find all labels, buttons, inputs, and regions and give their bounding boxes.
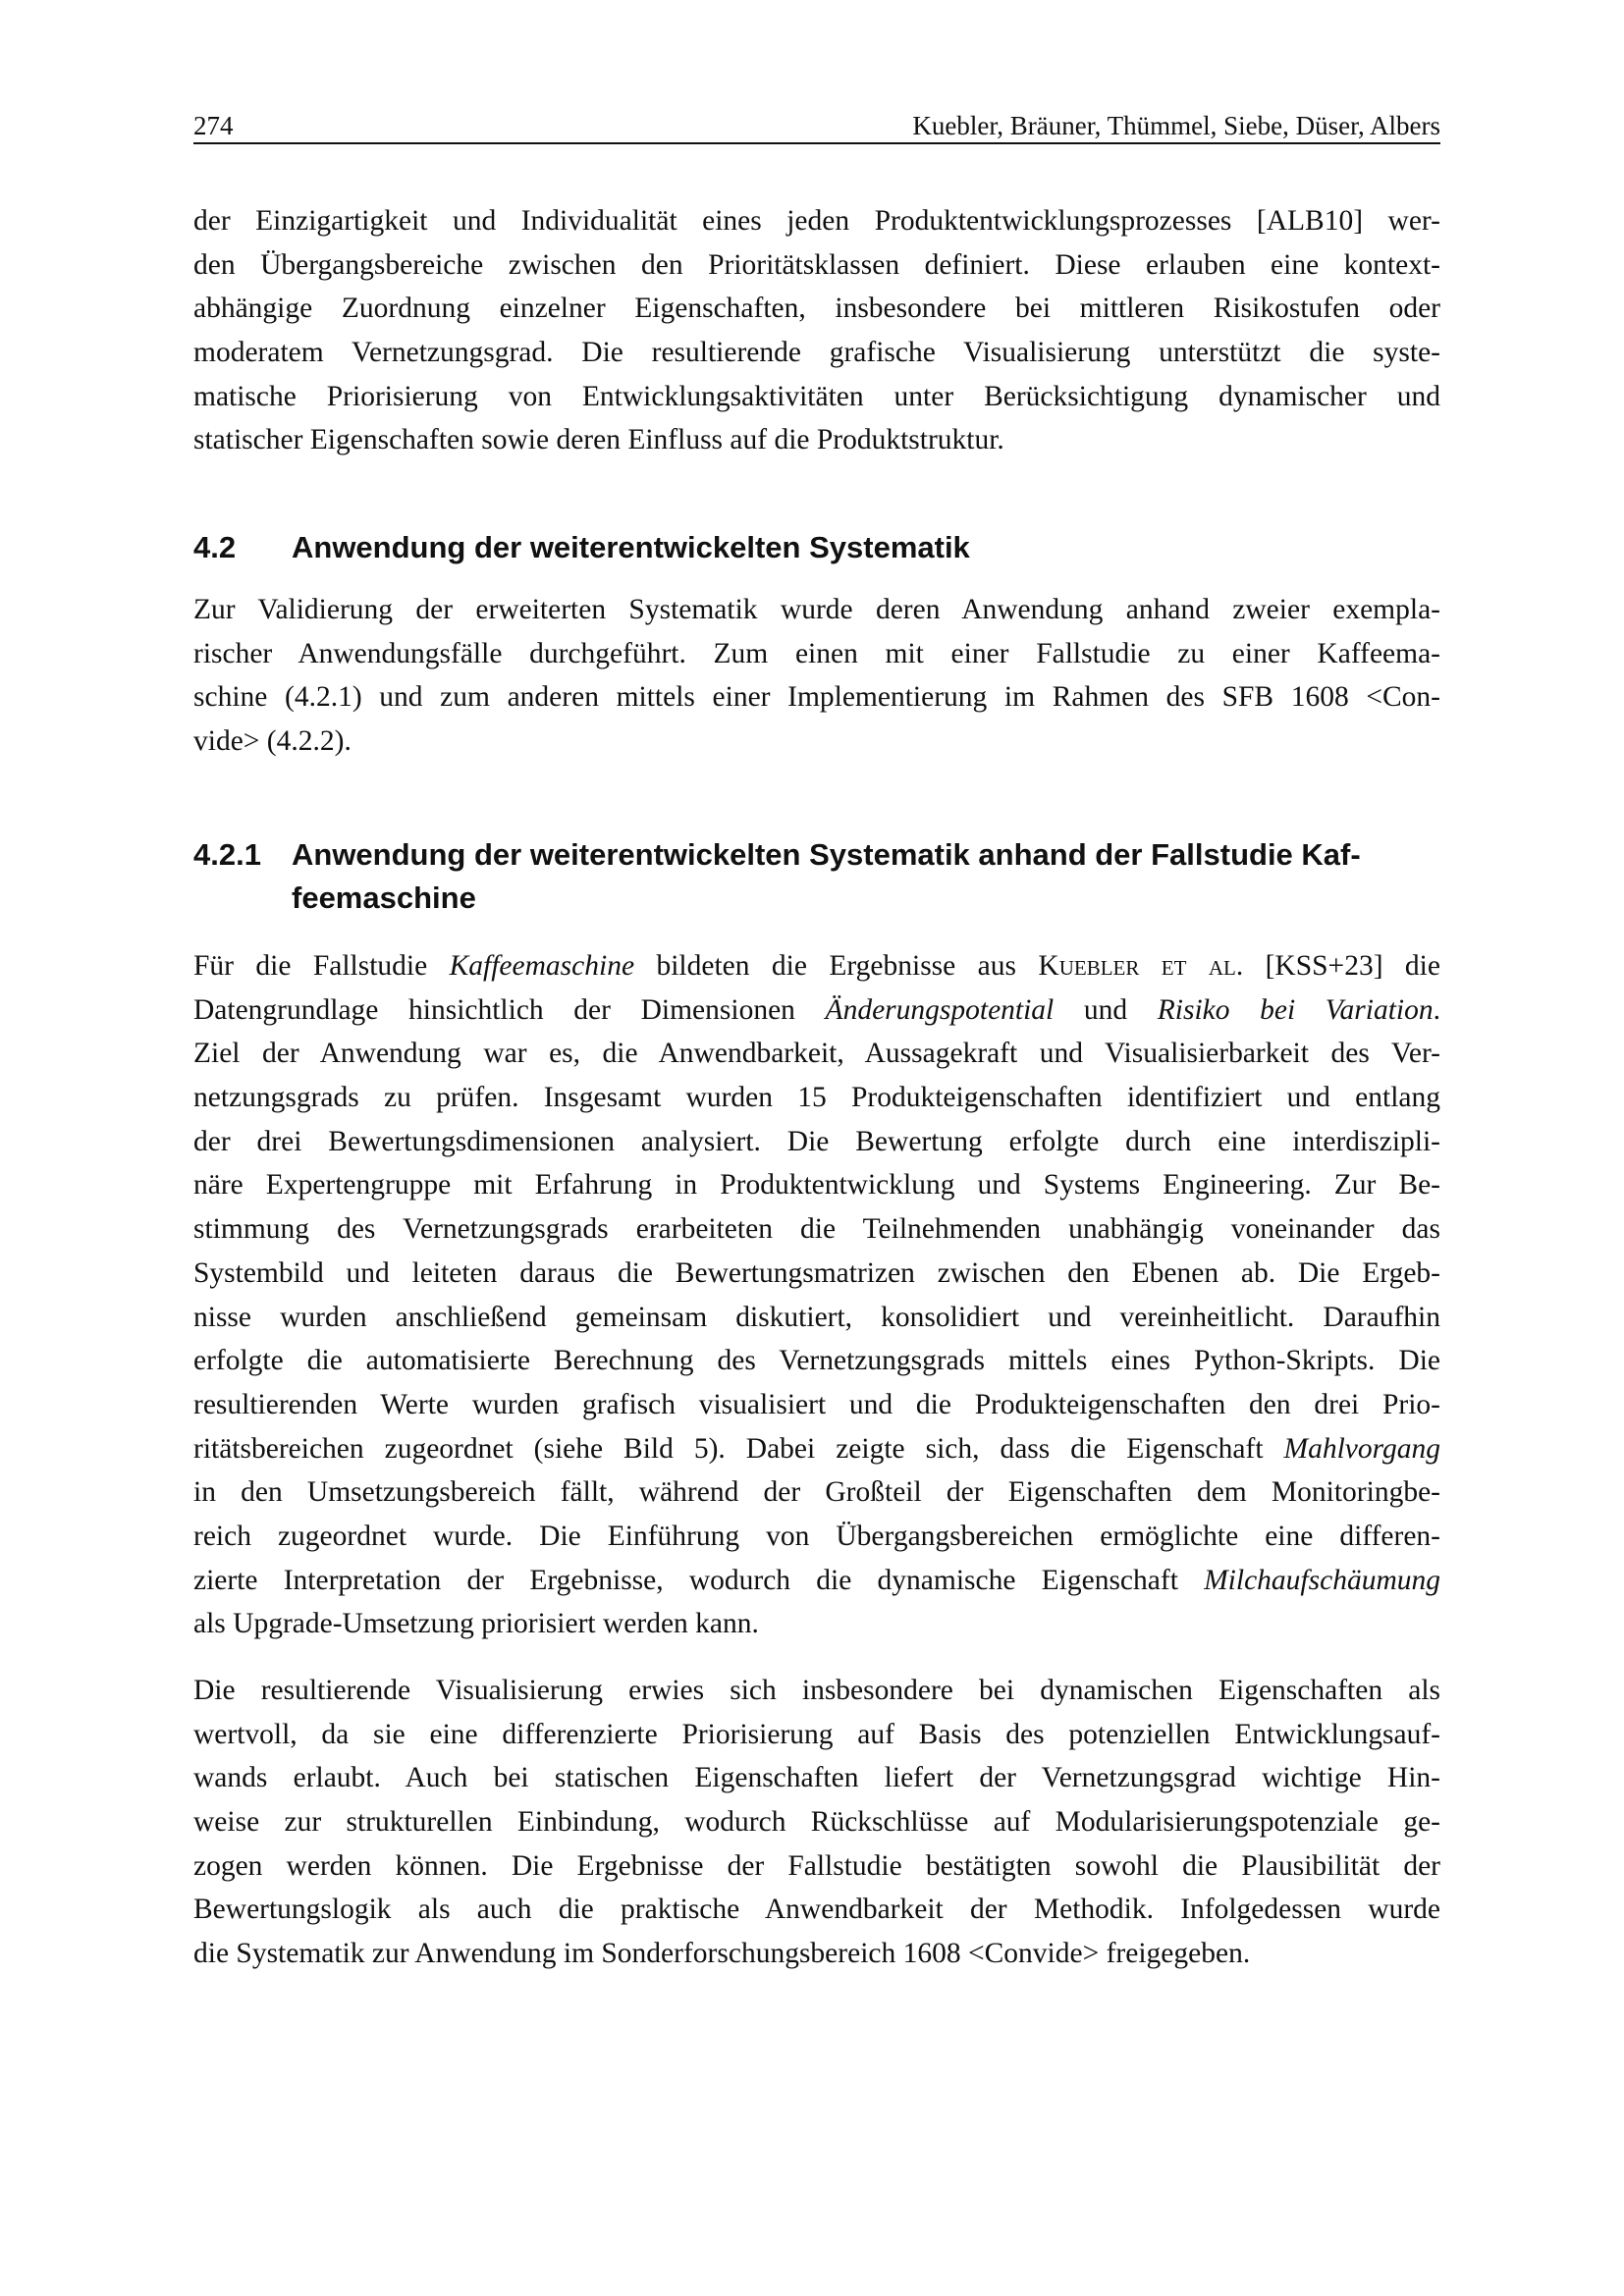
text-line: in den Umsetzungsbereich fällt, während der Großteil der Eigenschaften dem Monitoringbe- <box>193 1476 1440 1509</box>
text-line: schine (4.2.1) und zum anderen mittels einer Implementierung im Rahmen des SFB 1608 <Con- <box>193 681 1440 714</box>
text-line: nisse wurden anschließend gemeinsam diskutiert, konsolidiert und vereinheitlicht. Daraufhin <box>193 1301 1440 1333</box>
text-segment: . <box>1433 993 1440 1026</box>
emphasis-text: Risiko bei Variation <box>1157 993 1434 1026</box>
text-line: Systembild und leiteten daraus die Bewertungsmatrizen zwischen den Ebenen ab. Die Ergeb- <box>193 1256 1440 1289</box>
emphasis-text: Änderungspotential <box>825 993 1055 1026</box>
section-title-line: Anwendung der weiterentwickelten Systematik anhand der Fallstudie Kaf- <box>292 837 1361 872</box>
section-number: 4.2 <box>193 530 237 564</box>
header-rule <box>193 142 1440 144</box>
text-line <box>193 1427 1440 1471</box>
text-line: die Systematik zur Anwendung im Sonderforschungsbereich 1608 <Convide> freigegeben. <box>193 1938 1251 1970</box>
text-line: rischer Anwendungsfälle durchgeführt. Zum einen mit einer Fallstudie zu einer Kaffeema- <box>193 637 1440 669</box>
emphasis-text: Milchaufschäumung <box>1204 1564 1440 1596</box>
text-line: den Übergangsbereiche zwischen den Prioritätsklassen definiert. Diese erlauben eine kontext- <box>193 248 1440 281</box>
text-line: Bewertungslogik als auch die praktische Anwendbarkeit der Methodik. Infolgedessen wurde <box>193 1894 1440 1926</box>
text-line: moderatem Vernetzungsgrad. Die resultierende grafische Visualisierung unterstützt die syste- <box>193 337 1440 369</box>
text-line: resultierenden Werte wurden grafisch visualisiert und die Produkteigenschaften den drei Prio- <box>193 1388 1440 1420</box>
text-line: näre Expertengruppe mit Erfahrung in Produktentwicklung und Systems Engineering. Zur Be- <box>193 1169 1440 1201</box>
text-line: als Upgrade-Umsetzung priorisiert werden kann. <box>193 1608 759 1640</box>
text-line: abhängige Zuordnung einzelner Eigenschaften, insbesondere bei mittleren Risikostufen oder <box>193 293 1440 325</box>
paragraph-validation <box>193 588 1440 764</box>
emphasis-text: Mahlvorgang <box>1283 1432 1440 1465</box>
text-segment: Datengrundlage hinsichtlich der Dimensionen <box>193 993 826 1026</box>
text-line: der drei Bewertungsdimensionen analysiert. Die Bewertung erfolgte durch eine interdiszipli- <box>193 1125 1440 1157</box>
text-segment: und <box>1054 993 1158 1026</box>
text-line: zogen werden können. Die Ergebnisse der Fallstudie bestätigten sowohl die Plausibilität der <box>193 1849 1440 1882</box>
text-line: der Einzigartigkeit und Individualität eines jeden Produktentwicklungsprozesses [ALB10] wer- <box>193 205 1440 237</box>
running-header <box>193 108 1440 143</box>
section-title-line: feemaschine <box>292 881 476 915</box>
text-segment: zierte Interpretation der Ergebnisse, wodurch die dynamische Eigenschaft <box>193 1564 1205 1596</box>
section-title: Anwendung der weiterentwickelten Systematik <box>292 530 970 564</box>
text-line: Ziel der Anwendung war es, die Anwendbarkeit, Aussagekraft und Visualisierbarkeit des Ver- <box>193 1038 1440 1070</box>
text-line: Die resultierende Visualisierung erwies sich insbesondere bei dynamischen Eigenschaften als <box>193 1675 1440 1706</box>
header-authors: Kuebler, Bräuner, Thümmel, Siebe, Düser, Albers <box>912 111 1440 140</box>
text-line <box>193 988 1440 1033</box>
page-number: 274 <box>193 111 234 140</box>
emphasis-text: Kaffeemaschine <box>449 950 635 982</box>
paragraph-conclusion <box>193 1669 1440 1976</box>
text-line: reich zugeordnet wurde. Die Einführung von Übergangsbereichen ermöglichte eine differen- <box>193 1520 1440 1552</box>
section-number: 4.2.1 <box>193 837 261 872</box>
text-line: Zur Validierung der erweiterten Systematik wurde deren Anwendung anhand zweier exempla- <box>193 594 1440 625</box>
author-citation: Kuebler et al. <box>1038 950 1244 982</box>
text-line: wands erlaubt. Auch bei statischen Eigenschaften liefert der Vernetzungsgrad wichtige Hin- <box>193 1762 1440 1794</box>
text-segment: bildeten die Ergebnisse aus <box>634 950 1039 982</box>
text-segment: [KSS+23] die <box>1243 950 1440 982</box>
text-line: stimmung des Vernetzungsgrads erarbeiteten die Teilnehmenden unabhängig voneinander das <box>193 1213 1440 1246</box>
text-line: wertvoll, da sie eine differenzierte Priorisierung auf Basis des potenziellen Entwicklungsauf- <box>193 1718 1440 1750</box>
text-line: vide> (4.2.2). <box>193 725 352 758</box>
text-line: statischer Eigenschaften sowie deren Einfluss auf die Produktstruktur. <box>193 424 1004 456</box>
text-line: matische Priorisierung von Entwicklungsaktivitäten unter Berücksichtigung dynamischer und <box>193 380 1440 412</box>
text-line: weise zur strukturellen Einbindung, wodurch Rückschlüsse auf Modularisierungspotenziale ge- <box>193 1806 1440 1839</box>
text-line: netzungsgrads zu prüfen. Insgesamt wurden 15 Produkteigenschaften identifiziert und entlang <box>193 1082 1440 1114</box>
text-segment: ritätsbereichen zugeordnet (siehe Bild 5). Dabei zeigte sich, dass die Eigenschaft <box>193 1432 1284 1465</box>
text-line: erfolgte die automatisierte Berechnung des Vernetzungsgrads mittels eines Python-Skripts. Die <box>193 1345 1440 1377</box>
paragraph-intro <box>193 199 1440 462</box>
text-segment: Für die Fallstudie <box>193 950 450 982</box>
text-line <box>193 944 1440 988</box>
paragraph-case-study <box>193 944 1440 1646</box>
section-heading-4-2-1 <box>193 833 1440 920</box>
section-heading-4-2 <box>193 526 1440 569</box>
text-line <box>193 1559 1440 1603</box>
